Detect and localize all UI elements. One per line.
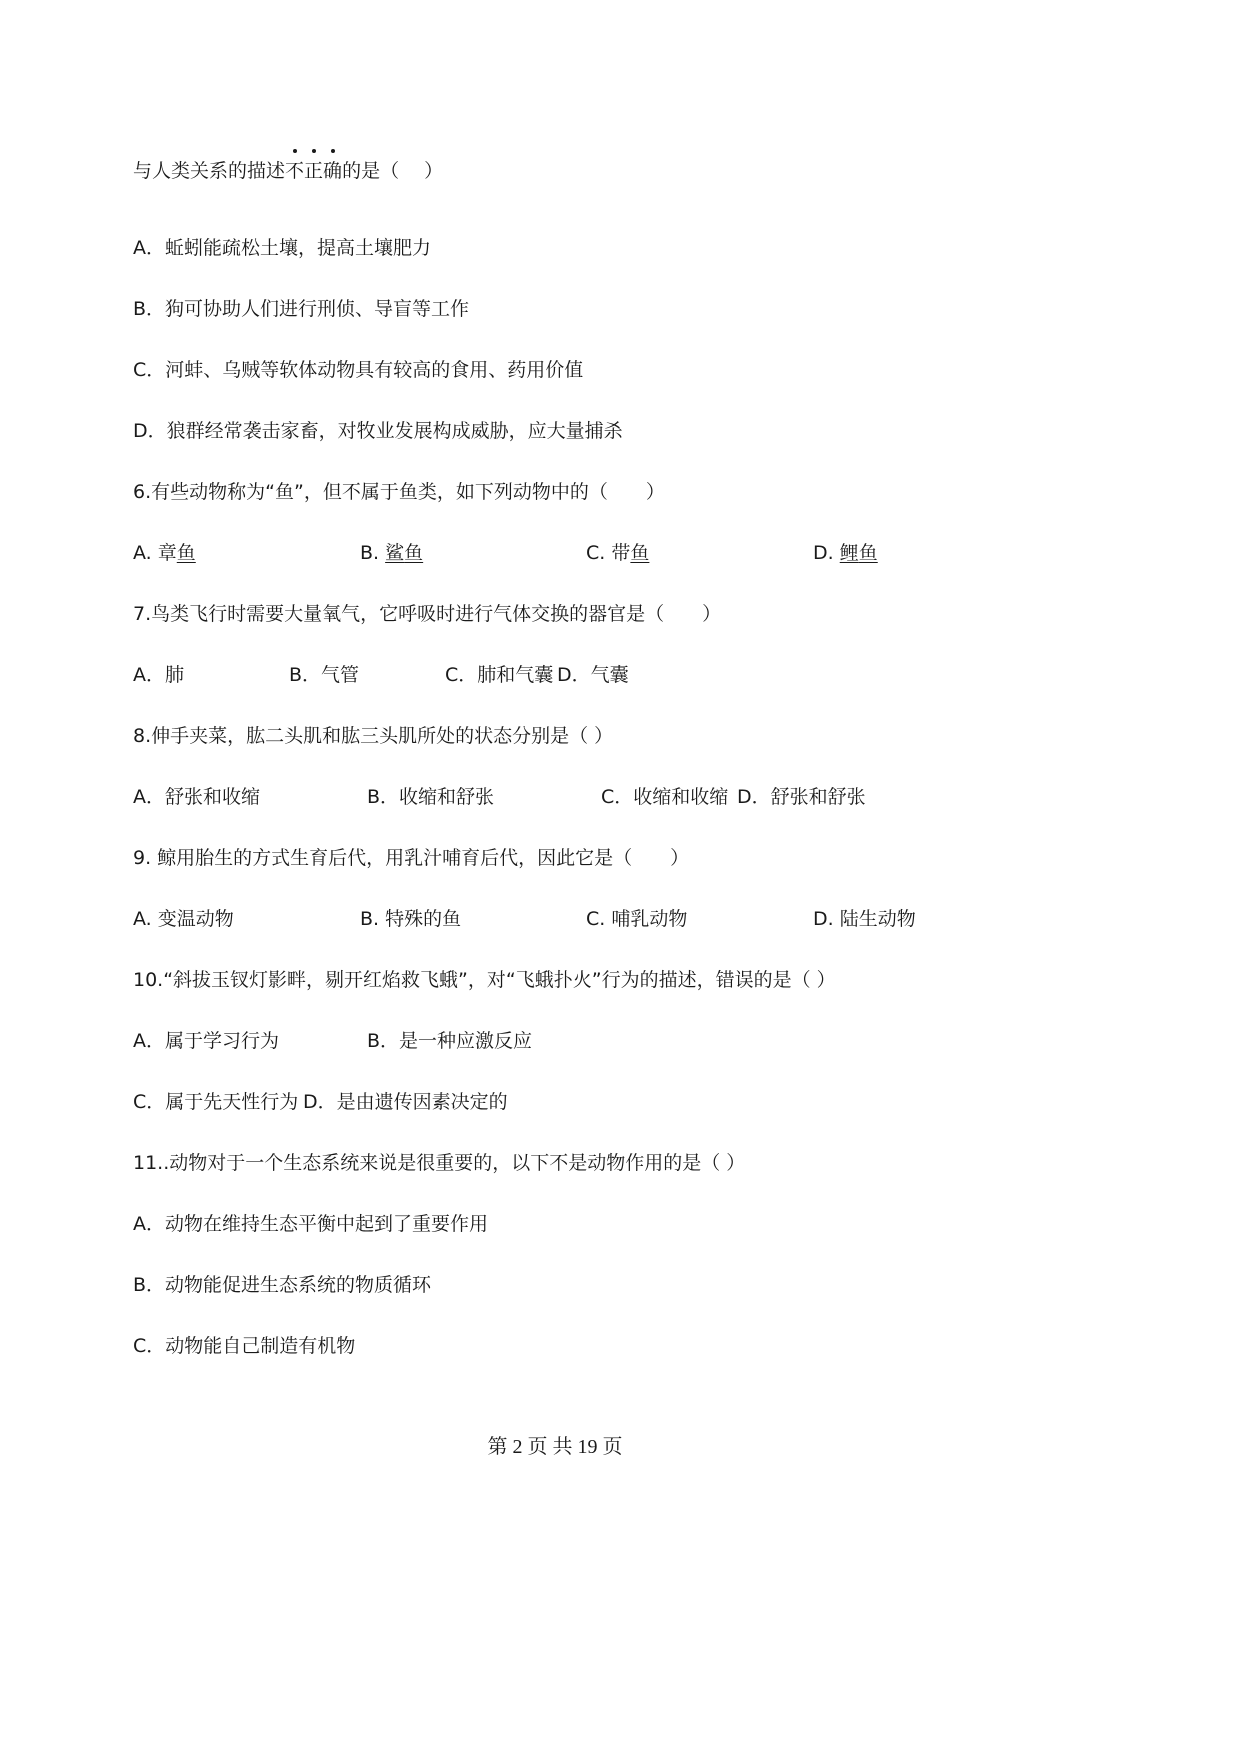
- option-text: 带: [611, 542, 631, 564]
- q9-option-b: B. 特殊的鱼: [360, 908, 462, 930]
- q7-option-d: D．气囊: [557, 664, 629, 686]
- q6-option-a: [133, 541, 196, 565]
- q7-option-b: B．气管: [289, 664, 360, 686]
- q5-option-b: B．狗可协助人们进行刑侦、导盲等工作: [133, 298, 470, 320]
- option-label: B.: [360, 542, 386, 564]
- q5-stem-suffix: 的是（ ）: [342, 160, 444, 182]
- q8-option-b: B．收缩和舒张: [367, 786, 495, 808]
- option-label: A.: [133, 542, 158, 564]
- q9-option-c: C. 哺乳动物: [586, 908, 688, 930]
- q8-option-a: A．舒张和收缩: [133, 786, 260, 808]
- q11-option-b: B．动物能促进生态系统的物质循环: [133, 1274, 432, 1296]
- option-text-underlined: 鲨: [385, 542, 405, 564]
- q9-option-d: D. 陆生动物: [813, 908, 916, 930]
- option-label: C.: [586, 542, 612, 564]
- emphasis-char: 确: [323, 160, 343, 182]
- q9-option-a: A. 变温动物: [133, 908, 234, 930]
- q6-option-d: [813, 541, 878, 565]
- question-9-stem: 9. 鲸用胎生的方式生育后代，用乳汁哺育后代，因此它是（ ）: [133, 847, 690, 869]
- question-10-stem: 10.“斜拔玉钗灯影畔，剔开红焰救飞蛾”，对“飞蛾扑火”行为的描述，错误的是（ ）: [133, 969, 836, 991]
- q10-option-b: B．是一种应激反应: [367, 1030, 533, 1052]
- q10-option-a: A．属于学习行为: [133, 1030, 279, 1052]
- option-text-underlined: 鱼: [630, 542, 650, 564]
- q6-option-b: [360, 541, 423, 565]
- q5-stem-prefix: 与人类关系的描述: [133, 160, 286, 182]
- question-7-stem: 7.鸟类飞行时需要大量氧气，它呼吸时进行气体交换的器官是（ ）: [133, 603, 722, 625]
- option-text-underlined: 鱼: [404, 542, 424, 564]
- q7-option-c: C．肺和气囊: [445, 664, 554, 686]
- q10-option-c: C．属于先天性行为: [133, 1091, 299, 1113]
- q7-option-a: A．肺: [133, 664, 184, 686]
- q11-option-a: A．动物在维持生态平衡中起到了重要作用: [133, 1213, 488, 1235]
- page-number-footer: 第 2 页 共 19 页: [487, 1436, 623, 1458]
- option-label: D.: [813, 542, 840, 564]
- option-text: 章: [157, 542, 177, 564]
- q5-option-a: A．蚯蚓能疏松土壤，提高土壤肥力: [133, 237, 431, 259]
- q10-option-d: D．是由遗传因素决定的: [303, 1091, 508, 1113]
- question-8-stem: 8.伸手夹菜，肱二头肌和肱三头肌所处的状态分别是（ ）: [133, 725, 614, 747]
- q11-option-c: C．动物能自己制造有机物: [133, 1335, 356, 1357]
- emphasis-char: 正: [304, 160, 324, 182]
- q8-option-c: C．收缩和收缩: [601, 786, 729, 808]
- question-5-stem: [133, 159, 443, 183]
- q5-option-c: C．河蚌、乌贼等软体动物具有较高的食用、药用价值: [133, 359, 584, 381]
- option-text-underlined: 鲤: [839, 542, 859, 564]
- q5-option-d: D．狼群经常袭击家畜，对牧业发展构成威胁，应大量捕杀: [133, 420, 623, 442]
- emphasis-char: 不: [285, 160, 305, 182]
- question-11-stem: 11..动物对于一个生态系统来说是很重要的，以下不是动物作用的是（ ）: [133, 1152, 746, 1174]
- q8-option-d: D．舒张和舒张: [737, 786, 866, 808]
- q6-option-c: [586, 541, 649, 565]
- option-text-underlined: 鱼: [176, 542, 196, 564]
- question-6-stem: 6.有些动物称为“鱼”，但不属于鱼类，如下列动物中的（ ）: [133, 481, 665, 503]
- option-text-underlined: 鱼: [858, 542, 878, 564]
